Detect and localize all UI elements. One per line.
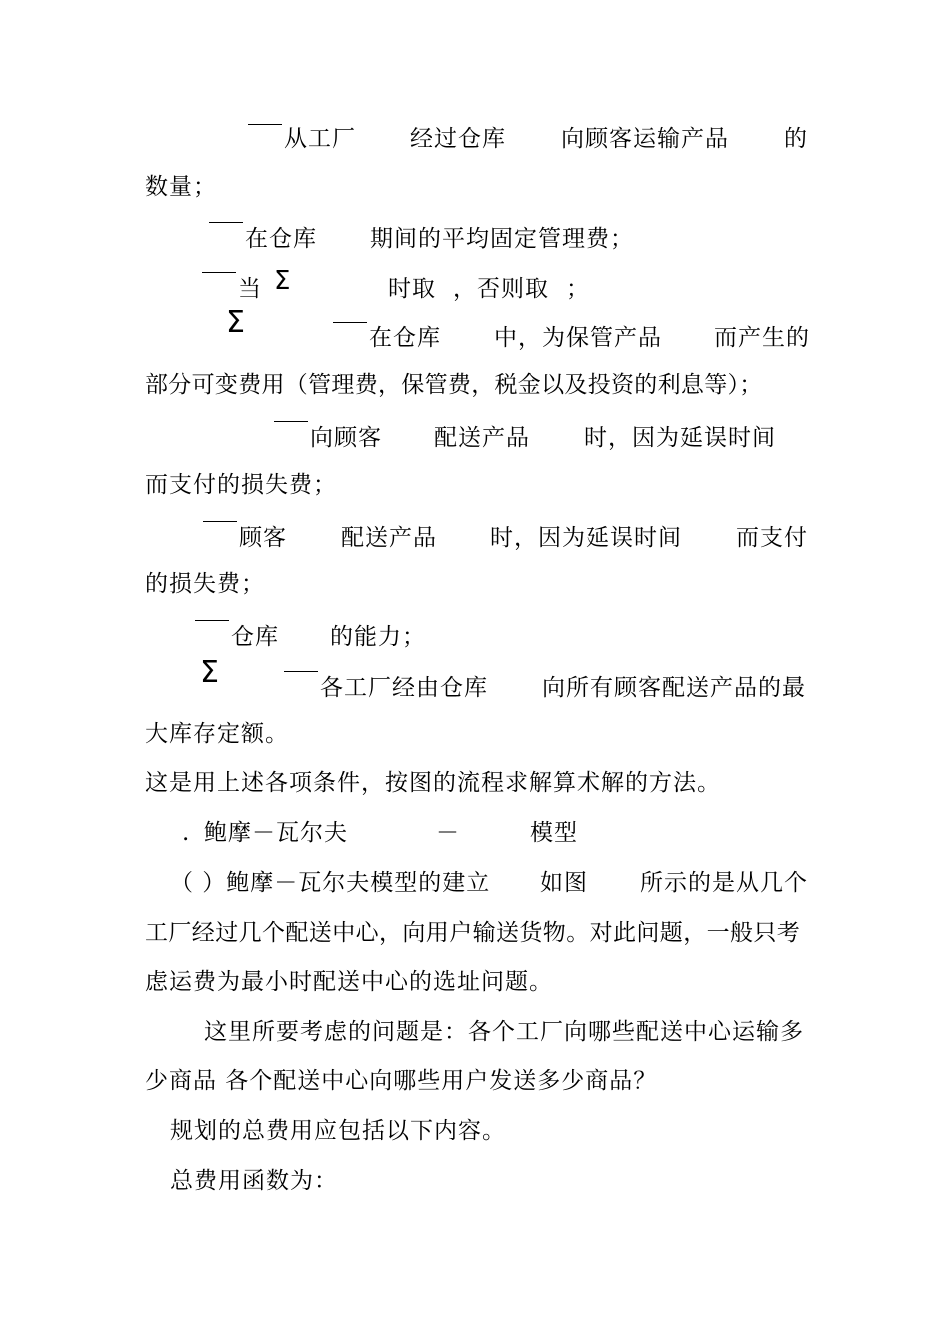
variable-dash [202, 272, 236, 273]
def-l5-cont: 而支付的损失费； [145, 472, 337, 498]
heading-dot: . [182, 820, 191, 846]
def-l4-cont: 部分可变费用（管理费，保管费，税金以及投资的利息等）； [145, 372, 763, 398]
def-l8-a: 各工厂经由仓库 [320, 675, 488, 701]
def-l5-b: 配送产品 [434, 425, 530, 451]
sub-line-2: 工厂经过几个配送中心，向用户输送货物。对此问题，一般只考 [145, 920, 801, 946]
def-l3-d: ； [566, 276, 590, 302]
def-l4-a: 在仓库 [369, 325, 441, 351]
variable-dash [248, 124, 282, 125]
sum-symbol: Σ [226, 305, 245, 340]
question-line-2: 少商品 各个配送中心向哪些用户发送多少商品？ [145, 1068, 658, 1094]
def-l1-b: 经过仓库 [410, 126, 506, 152]
def-l1-c: 向顾客运输产品 [561, 126, 729, 152]
def-l8-cont: 大库存定额。 [145, 721, 289, 747]
variable-dash [195, 620, 229, 621]
variable-dash [284, 671, 318, 672]
sub-heading: （ ）鲍摩－瓦尔夫模型的建立 [170, 870, 491, 896]
def-l7-b: 的能力； [330, 624, 426, 650]
def-l5-c: 时，因为延误时间 [584, 425, 776, 451]
def-l1-a: 从工厂 [284, 126, 356, 152]
def-l7-a: 仓库 [231, 624, 279, 650]
def-l1-cont: 数量； [145, 174, 217, 200]
sum-symbol: Σ [274, 266, 291, 296]
def-l4-b: 中，为保管产品 [494, 325, 662, 351]
method-sentence: 这是用上述各项条件，按图的流程求解算术解的方法。 [145, 770, 721, 796]
total-function-label: 总费用函数为： [170, 1168, 338, 1194]
variable-dash [333, 322, 367, 323]
heading-model: 模型 [530, 820, 578, 846]
sub-b: 所示的是从几个 [640, 870, 808, 896]
def-l2-a: 在仓库 [245, 226, 317, 252]
variable-dash [274, 421, 308, 422]
sum-symbol: Σ [200, 655, 219, 690]
question-line-1: 这里所要考虑的问题是：各个工厂向哪些配送中心运输多 [204, 1019, 804, 1045]
def-l1-d: 的 [784, 126, 808, 152]
variable-dash [209, 222, 243, 223]
heading-dash: － [436, 820, 460, 846]
heading-name: 鲍摩－瓦尔夫 [204, 820, 348, 846]
sub-line-3: 虑运费为最小时配送中心的选址问题。 [145, 969, 553, 995]
plan-sentence: 规划的总费用应包括以下内容。 [170, 1118, 506, 1144]
def-l4-c: 而产生的 [714, 325, 810, 351]
def-l6-cont: 的损失费； [145, 571, 265, 597]
sub-a: 如图 [540, 870, 588, 896]
def-l3-c: ，否则取 [453, 276, 549, 302]
def-l3-a: 当 [238, 276, 262, 302]
def-l3-b: 时取 [388, 276, 436, 302]
variable-dash [203, 521, 237, 522]
def-l6-d: 而支付 [736, 525, 808, 551]
def-l6-b: 配送产品 [341, 525, 437, 551]
def-l6-c: 时，因为延误时间 [490, 525, 682, 551]
def-l2-b: 期间的平均固定管理费； [370, 226, 634, 252]
def-l8-b: 向所有顾客配送产品的最 [542, 675, 806, 701]
def-l6-a: 顾客 [239, 525, 287, 551]
def-l5-a: 向顾客 [310, 425, 382, 451]
